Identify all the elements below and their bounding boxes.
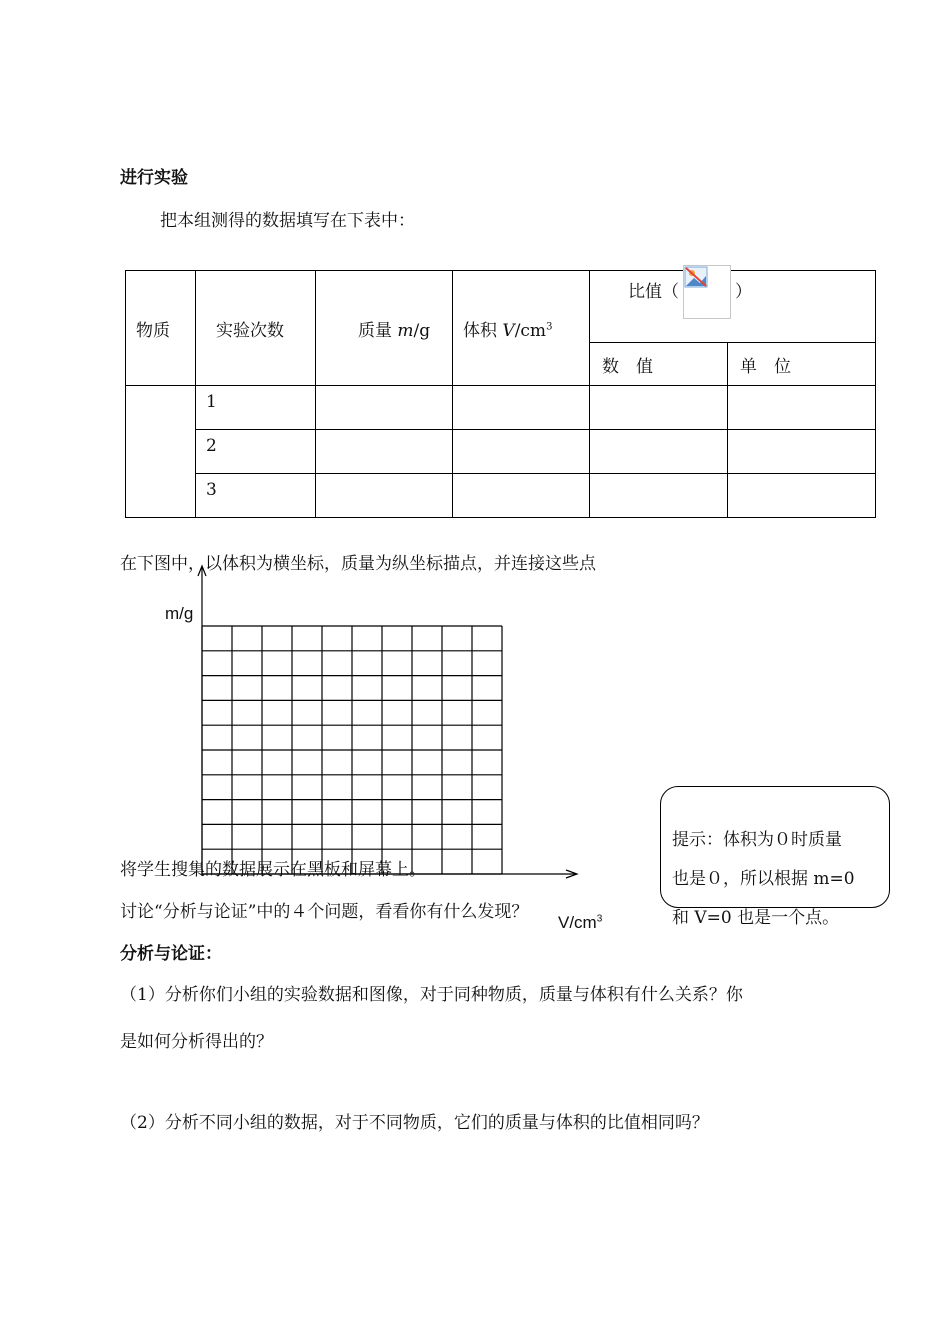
header-ratio: 比值（ ） [590,271,876,343]
section-title-experiment: 进行实验 [120,168,188,188]
trial-number: 3 [196,474,316,518]
x-axis-label: $V/cm^3$ [558,913,603,932]
header-substance: 物质 [126,271,196,386]
header-mass: 质量 m/g [316,271,453,386]
question1-line1: （1）分析你们小组的实验数据和图像，对于同种物质，质量与体积有什么关系？你 [120,985,743,1005]
hint-line2: 也是０，所以根据 m=0 [672,869,855,889]
subheader-unit: 单 位 [728,343,876,386]
hint-line1: 提示：体积为０时质量 [672,830,842,850]
graph-instruction: 在下图中，以体积为横坐标，质量为纵坐标描点，并连接这些点 [120,554,596,574]
header-trial: 实验次数 [196,271,316,386]
trial-number: 1 [196,386,316,430]
question2: （2）分析不同小组的数据，对于不同物质，它们的质量与体积的比值相同吗？ [120,1113,709,1133]
y-axis-label: m/g [165,604,194,623]
section-title-analysis: 分析与论证： [120,944,222,964]
trial-number: 2 [196,430,316,474]
question1-line2: 是如何分析得出的？ [120,1032,273,1052]
overlay-text-line1: 将学生搜集的数据展示在黑板和屏幕上。 [120,860,426,880]
instruction-text: 把本组测得的数据填写在下表中： [160,211,415,231]
overlay-text-line2: 讨论“分析与论证”中的４个问题，看看你有什么发现？ [120,902,529,922]
header-volume: 体积 $V/cm^3$ [453,271,590,386]
subheader-value: 数 值 [590,343,728,386]
hint-line3: 和 V=0 也是一个点。 [672,908,840,928]
